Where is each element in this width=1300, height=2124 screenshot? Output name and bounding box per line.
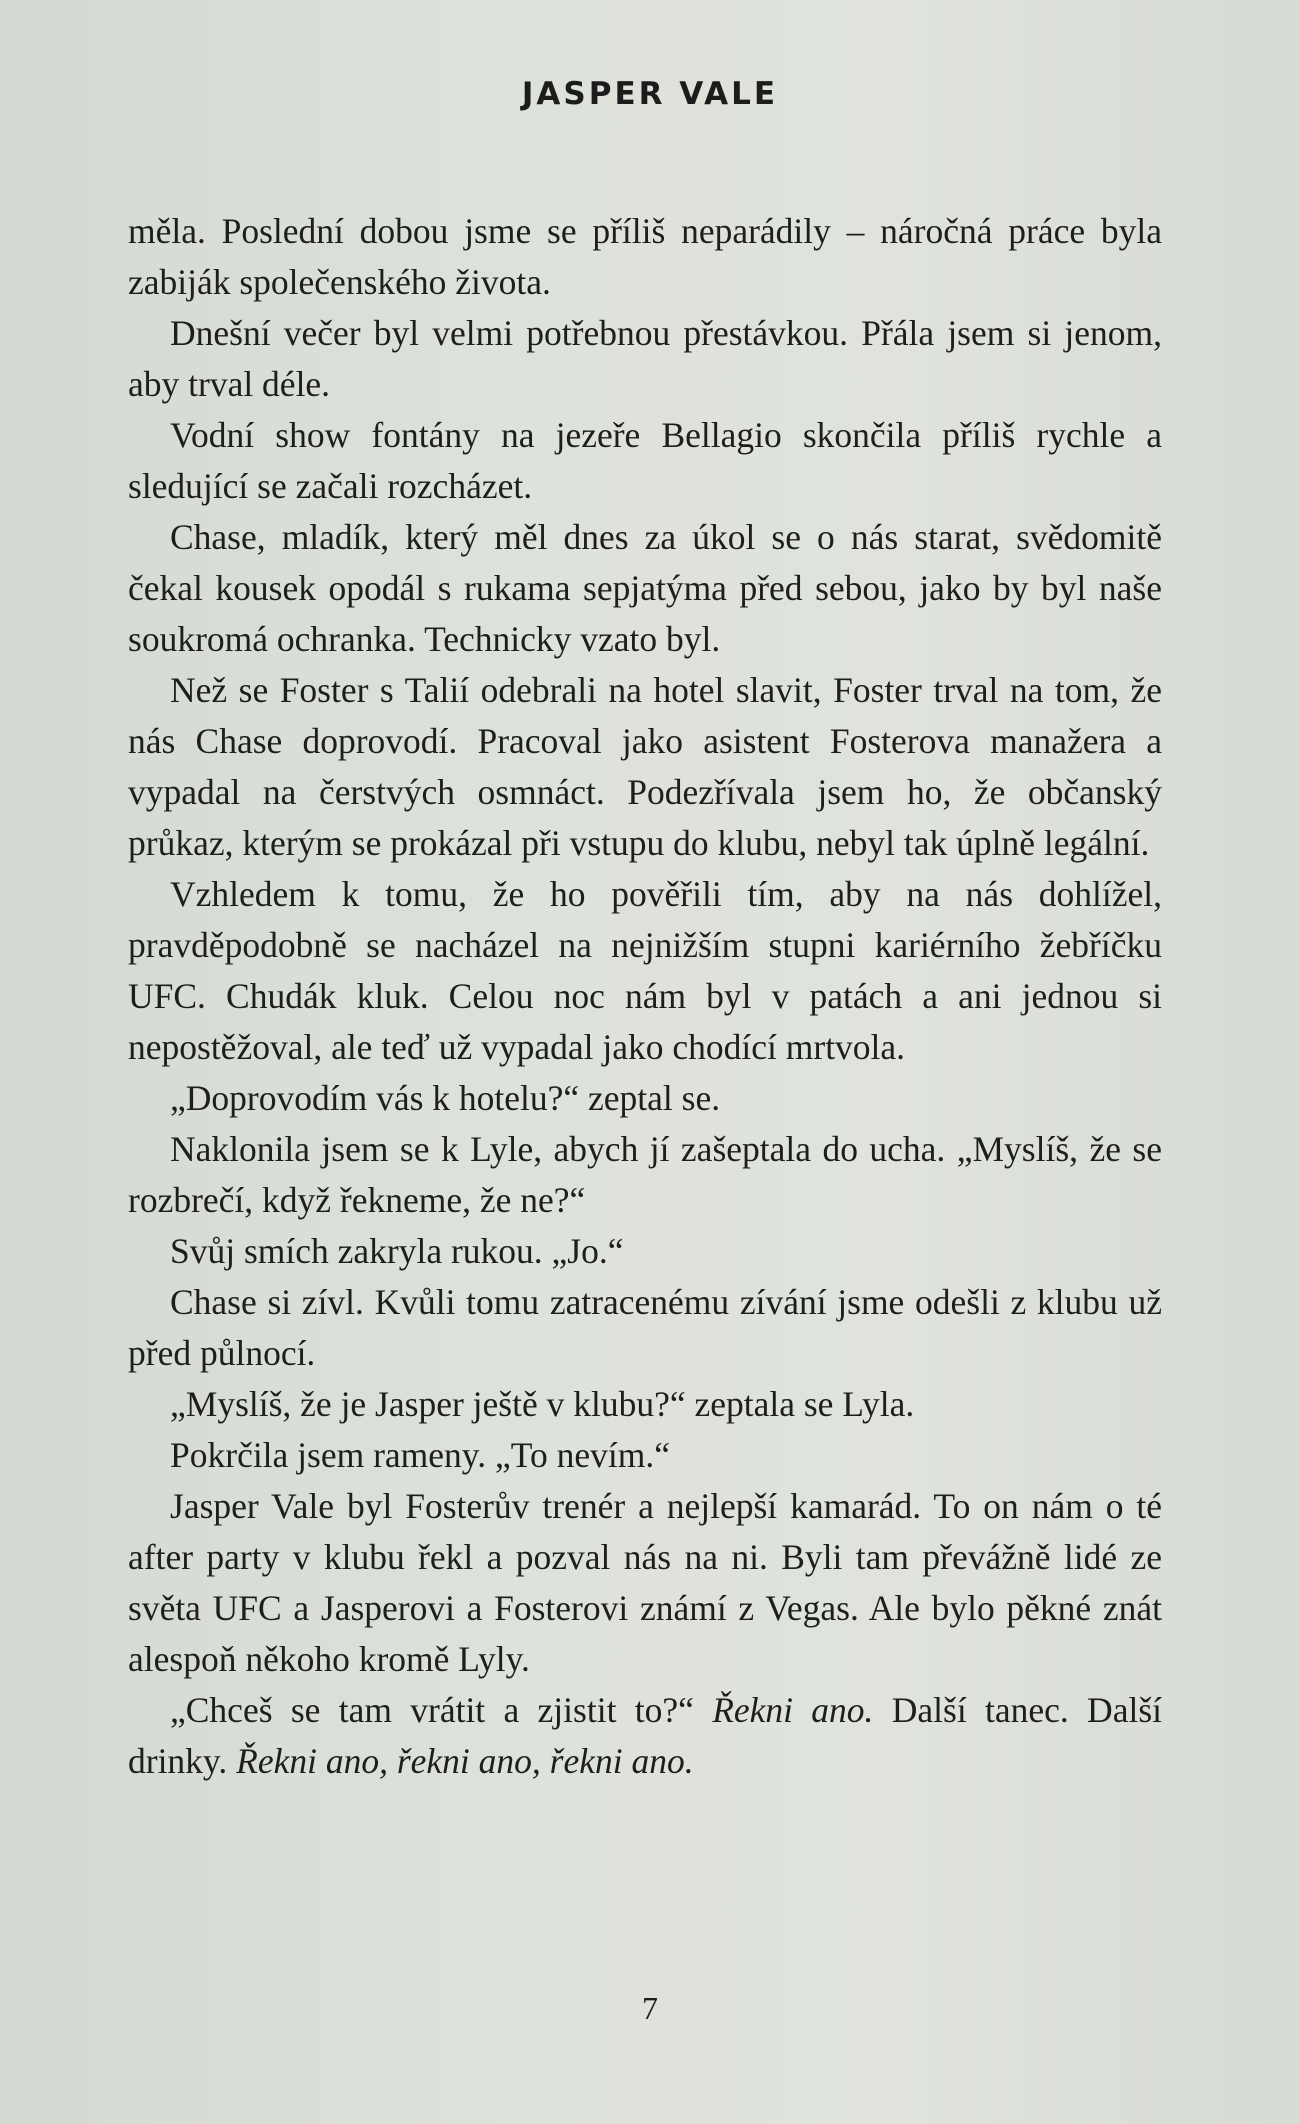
paragraph: Chase, mladík, který měl dnes za úkol se o nás starat, svědomitě čekal kousek opodál s rukama sepjatýma před sebou, jako by byl naše soukromá ochranka. Technicky vzato byl.: [128, 517, 1162, 659]
paragraph: Dnešní večer byl velmi potřebnou přestávkou. Přála jsem si jenom, aby trval déle.: [128, 313, 1162, 404]
paragraph: Naklonila jsem se k Lyle, abych jí zašeptala do ucha. „Myslíš, že se rozbrečí, když řekneme, že ne?“: [128, 1129, 1162, 1220]
paragraph: Chase si zívl. Kvůli tomu zatracenému zívání jsme odešli z klubu už před půlnocí.: [128, 1282, 1162, 1373]
paragraph: Vodní show fontány na jezeře Bellagio skončila příliš rychle a sledující se začali rozcházet.: [128, 415, 1162, 506]
italic-run: Řekni ano, řekni ano, řekni ano.: [236, 1741, 694, 1781]
paragraph: Vzhledem k tomu, že ho pověřili tím, aby na nás dohlížel, pravděpodobně se nacházel na nejnižším stupni kariérního žebříčku UFC. Chudák kluk. Celou noc nám byl v patách a ani jednou si nepostěžoval, ale teď už vypadal jako chodící mrtvola.: [128, 874, 1162, 1067]
body-text: [128, 206, 1162, 1787]
running-head: JASPER VALE: [521, 76, 779, 112]
text-run: Další tanec. Další drinky.: [128, 1690, 1162, 1781]
italic-run: Řekni ano.: [712, 1690, 874, 1730]
text-run: „Chceš se tam vrátit a zjistit to?“: [170, 1690, 713, 1730]
paragraph: Než se Foster s Talií odebrali na hotel slavit, Foster trval na tom, že nás Chase doprovodí. Pracoval jako asistent Fosterova manažera a vypadal na čerstvých osmnáct. Podezřívala jsem ho, že občanský průkaz, kterým se prokázal při vstupu do klubu, nebyl tak úplně legální.: [128, 670, 1162, 863]
paragraph: Svůj smích zakryla rukou. „Jo.“: [170, 1231, 624, 1271]
paragraph: měla. Poslední dobou jsme se příliš neparádily – náročná práce byla zabiják společenského života.: [128, 211, 1162, 302]
paragraph-last: [128, 1685, 1162, 1787]
page-number: 7: [642, 1990, 658, 2026]
paragraph: Pokrčila jsem rameny. „To nevím.“: [170, 1435, 670, 1475]
paragraph: „Myslíš, že je Jasper ještě v klubu?“ zeptala se Lyla.: [170, 1384, 915, 1424]
paragraph: Jasper Vale byl Fosterův trenér a nejlepší kamarád. To on nám o té after party v klubu řekl a pozval nás na ni. Byli tam převážně lidé ze světa UFC a Jasperovi a Fosterovi známí z Vegas. Ale bylo pěkné znát alespoň někoho kromě Lyly.: [128, 1486, 1162, 1679]
paragraph: „Doprovodím vás k hotelu?“ zeptal se.: [170, 1078, 721, 1118]
